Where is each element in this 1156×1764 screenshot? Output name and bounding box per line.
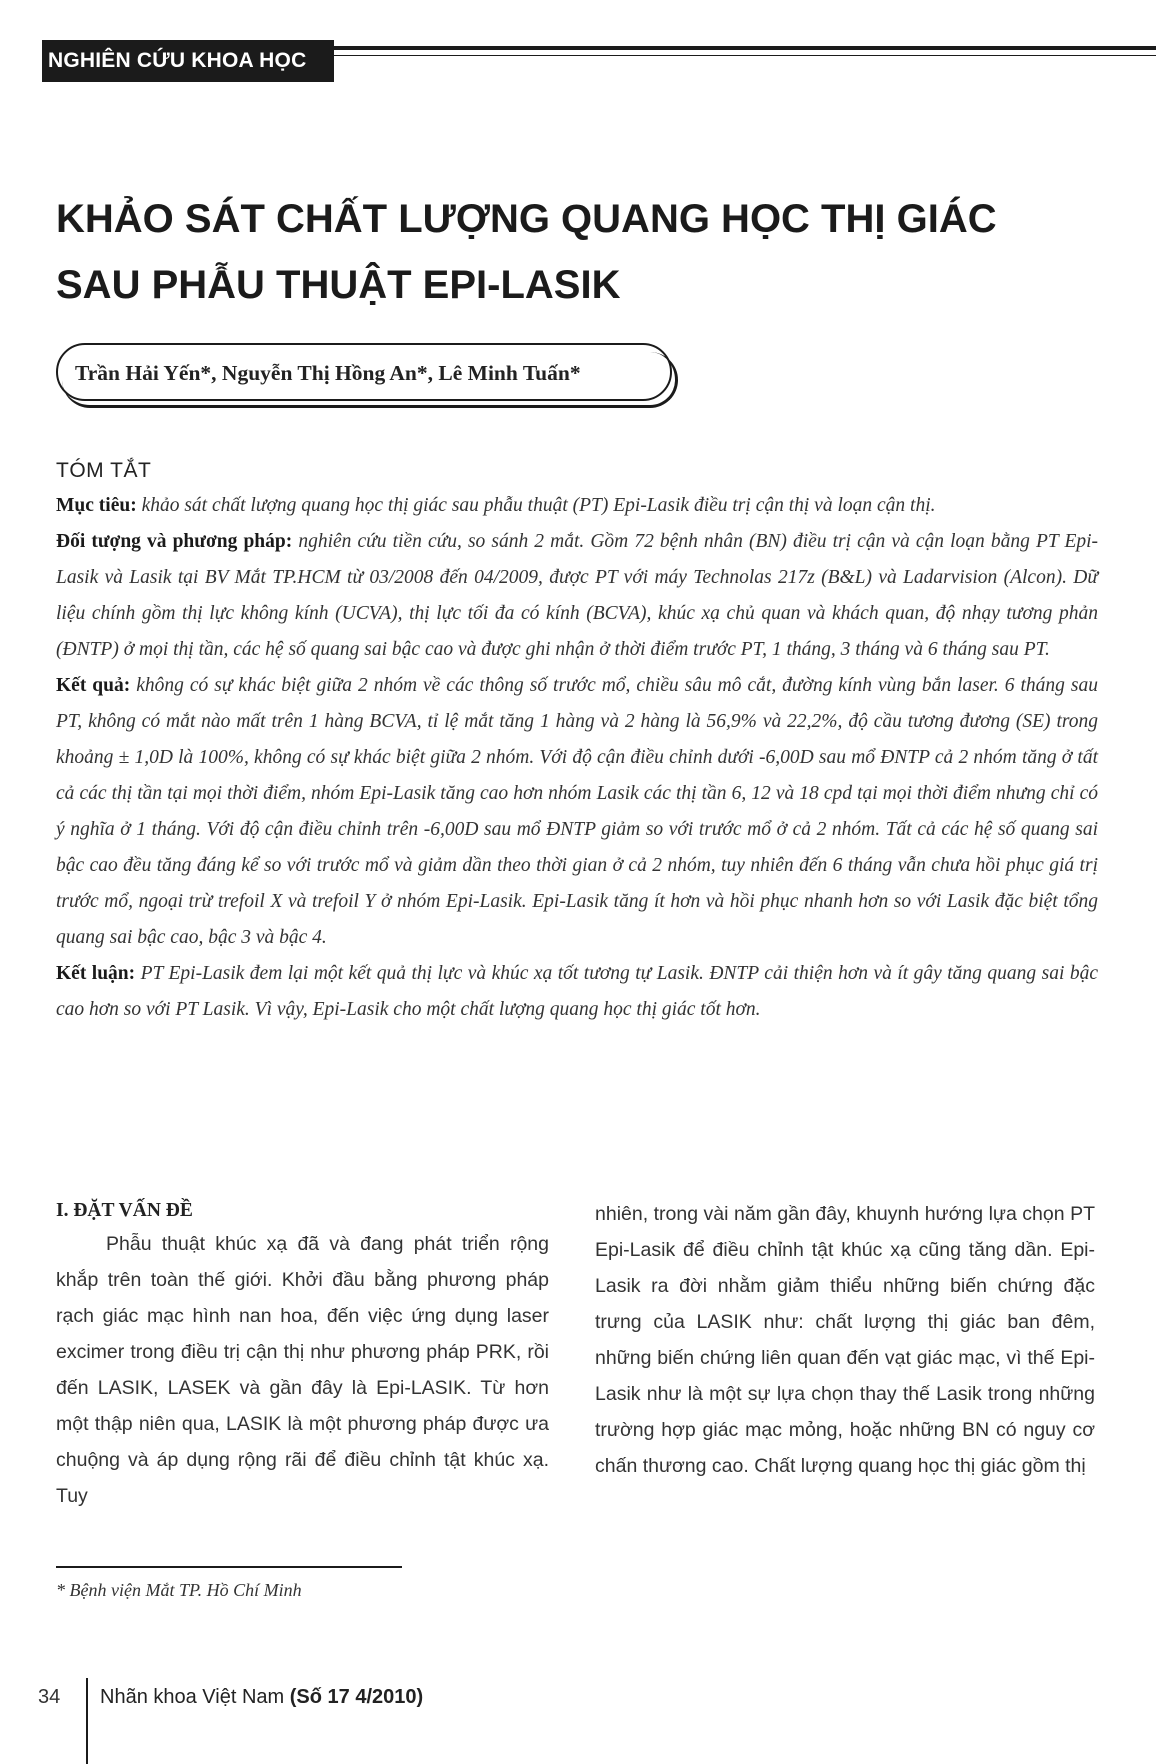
body-paragraph: Phẫu thuật khúc xạ đã và đang phát triển rộng khắp trên toàn thế giới. Khởi đầu bằng phương pháp rạch giác mạc hình nan hoa, đến việc ứng dụng laser excimer trong điều trị cận thị như phương pháp PRK, rồi đến LASIK, LASEK và gần đây là Epi-LASIK. Từ hơn một thập niên qua, LASIK là một phương pháp được ưa chuộng và áp dụng rộng rãi để điều chỉnh tật khúc xạ. Tuy (56, 1233, 549, 1507)
page-number: 34 (38, 1686, 61, 1708)
results-label: Kết quả: (56, 675, 131, 696)
conclusion-text: PT Epi-Lasik đem lại một kết quả thị lực và khúc xạ tốt tương tự Lasik. ĐNTP cải thiện hơn và ít gây tăng quang sai bậc cao hơn so với PT Lasik. Vì vậy, Epi-Lasik cho một chất lượng quang học thị giác tốt hơn. (56, 963, 1099, 1020)
article-title (56, 186, 1106, 318)
journal-title: Nhãn khoa Việt Nam (100, 1686, 285, 1708)
abstract-heading: TÓM TẮT (56, 459, 152, 482)
journal-name (100, 1682, 423, 1712)
results-text: không có sự khác biệt giữa 2 nhóm về các thông số trước mổ, chiều sâu mô cắt, đường kính vùng bắn laser. 6 tháng sau PT, không có mắt nào mất trên 1 hàng BCVA, tỉ lệ mắt tăng 1 hàng và 2 hàng là 56,9% và 22,2%, độ cầu tương đương (SE) trong khoảng ± 1,0D là 100%, không có sự khác biệt giữa 2 nhóm. Với độ cận điều chỉnh dưới -6,00D sau mổ ĐNTP cả 2 nhóm tăng ở tất cả các thị tần tại mọi thời điểm, nhóm Epi-Lasik tăng cao hơn nhóm Lasik các thị tần 6, 12 và 18 cpd tại mọi thời điểm nhưng chỉ có ý nghĩa ở 1 tháng. Với độ cận điều chỉnh trên -6,00D sau mổ ĐNTP giảm so với trước mổ ở cả 2 nhóm. Tất cả các hệ số quang sai bậc cao đều tăng đáng kể so với trước mổ và giảm dần theo thời gian ở cả 2 nhóm, tuy nhiên đến 6 tháng vẫn chưa hồi phục giá trị trước mổ, ngoại trừ trefoil X và trefoil Y ở nhóm Epi-Lasik. Epi-Lasik tăng ít hơn và hồi phục nhanh hơn so với Lasik đặc biệt tổng quang sai bậc cao, bậc 3 và bậc 4. (56, 675, 1098, 948)
methods-label: Đối tượng và phương pháp: (56, 531, 293, 552)
footnote-rule (56, 1566, 402, 1568)
title-line-2: SAU PHẪU THUẬT EPI-LASIK (56, 263, 621, 307)
conclusion-label: Kết luận: (56, 963, 136, 984)
body-column-left (56, 1196, 549, 1514)
title-line-1: KHẢO SÁT CHẤT LƯỢNG QUANG HỌC THỊ GIÁC (56, 197, 997, 241)
section-label: NGHIÊN CỨU KHOA HỌC (42, 40, 334, 82)
authors: Trần Hải Yến*, Nguyễn Thị Hồng An*, Lê Minh Tuấn* (75, 361, 581, 385)
journal-issue-date: 4/2010) (355, 1686, 424, 1708)
section-heading: I. ĐẶT VẤN ĐỀ (56, 1200, 193, 1221)
header-rule (334, 46, 1156, 50)
journal-issue: (Số 17 (289, 1686, 350, 1708)
body-paragraph-continued: nhiên, trong vài năm gần đây, khuynh hướng lựa chọn PT Epi-Lasik để điều chỉnh tật khúc xạ cũng tăng dần. Epi-Lasik ra đời nhằm giảm thiểu những biến chứng đặc trưng của LASIK như: chất lượng thị giác ban đêm, những biến chứng liên quan đến vạt giác mạc, vì thế Epi-Lasik như là một sự lựa chọn thay thế Lasik trong những trường hợp giác mạc mỏng, hoặc những BN có nguy cơ chấn thương cao. Chất lượng quang học thị giác gồm thị (595, 1203, 1095, 1477)
abstract-methods (56, 524, 1098, 668)
methods-text: nghiên cứu tiền cứu, so sánh 2 mắt. Gồm 72 bệnh nhân (BN) điều trị cận và cận loạn bằng PT Epi-Lasik và Lasik tại BV Mắt TP.HCM từ 03/2008 đến 04/2009, được PT với máy Technolas 217z (B&L) và Ladarvision (Alcon). Dữ liệu chính gồm thị lực không kính (UCVA), thị lực tối đa có kính (BCVA), khúc xạ chủ quan và khách quan, độ nhạy tương phản (ĐNTP) ở mọi thị tần, các hệ số quang sai bậc cao và được ghi nhận ở thời điểm trước PT, 1 tháng, 3 tháng và 6 tháng sau PT. (56, 531, 1099, 660)
abstract-conclusion (56, 956, 1098, 1028)
footer-rule (86, 1678, 88, 1764)
objective-label: Mục tiêu: (56, 495, 137, 516)
objective-text: khảo sát chất lượng quang học thị giác sau phẫu thuật (PT) Epi-Lasik điều trị cận thị và loạn cận thị. (141, 495, 936, 516)
abstract-objective (56, 488, 1098, 524)
header-rule-thin (334, 55, 1156, 56)
body-column-right (595, 1196, 1095, 1484)
abstract (56, 456, 1098, 1028)
abstract-results (56, 668, 1098, 956)
footnote: * Bệnh viện Mắt TP. Hồ Chí Minh (56, 1580, 302, 1600)
